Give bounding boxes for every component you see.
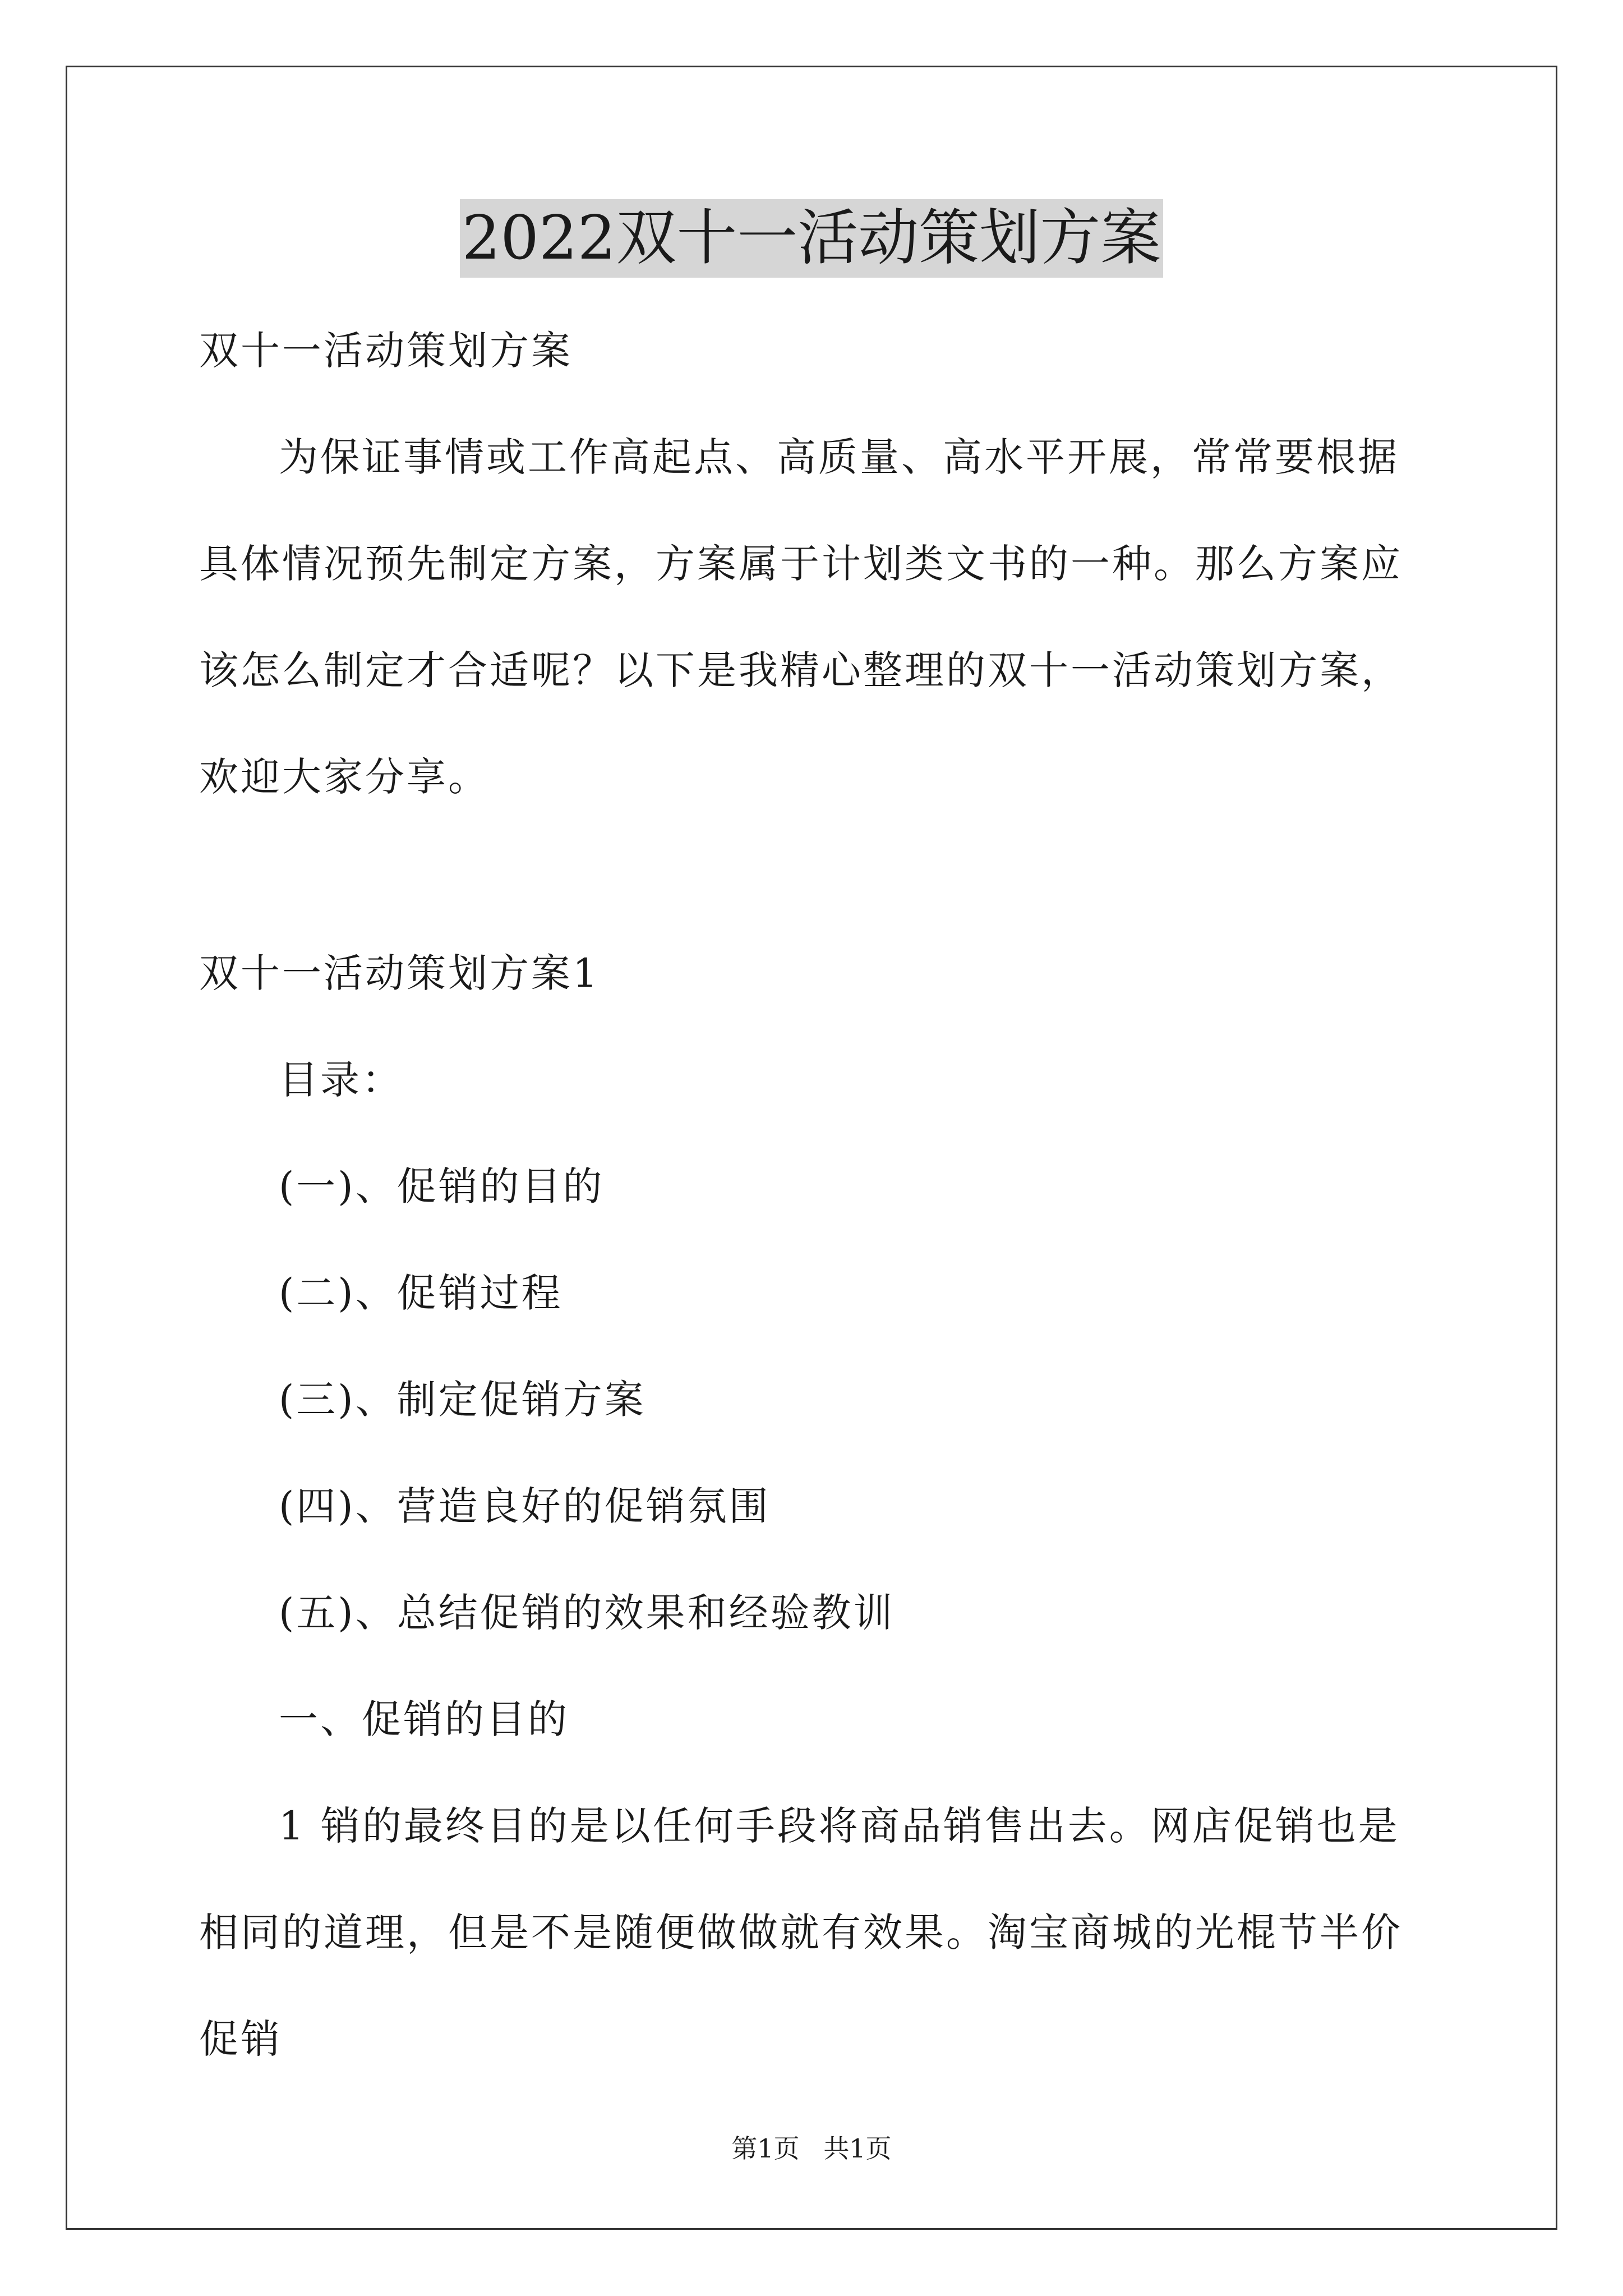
subsection-heading: 一、促销的目的 bbox=[279, 1696, 569, 1742]
intro-paragraph: 为保证事情或工作高起点、高质量、高水平开展，常常要根据具体情况预先制定方案，方案属于计划类文书的一种。那么方案应该怎么制定才合适呢？以下是我精心整理的双十一活动策划方案，欢迎大家分享。 bbox=[199, 434, 1403, 800]
section-gap bbox=[199, 830, 1438, 920]
toc-item-1: (一)、促销的目的 bbox=[279, 1163, 605, 1209]
body-paragraph: 1 销的最终目的是以任何手段将商品销售出去。网店促销也是相同的道理，但是不是随便做做就有效果。淘宝商城的光棍节半价促销 bbox=[199, 1803, 1403, 2062]
document-title: 2022双十一活动策划方案 bbox=[460, 199, 1164, 278]
section-heading: 双十一活动策划方案1 bbox=[199, 950, 600, 996]
toc-item-4: (四)、营造良好的促销氛围 bbox=[279, 1483, 771, 1529]
toc-item-5: (五)、总结促销的效果和经验教训 bbox=[279, 1590, 895, 1636]
page-footer bbox=[0, 2132, 1623, 2165]
subtitle-paragraph: 双十一活动策划方案 bbox=[199, 328, 573, 374]
page-total: 共1页 bbox=[823, 2133, 892, 2164]
toc-heading: 目录： bbox=[279, 1057, 403, 1103]
page-number: 第1页 bbox=[731, 2133, 800, 2164]
toc-item-3: (三)、制定促销方案 bbox=[279, 1377, 646, 1423]
title-wrap bbox=[0, 199, 1623, 278]
toc-item-2: (二)、促销过程 bbox=[279, 1270, 563, 1316]
document-body bbox=[199, 297, 1438, 2092]
